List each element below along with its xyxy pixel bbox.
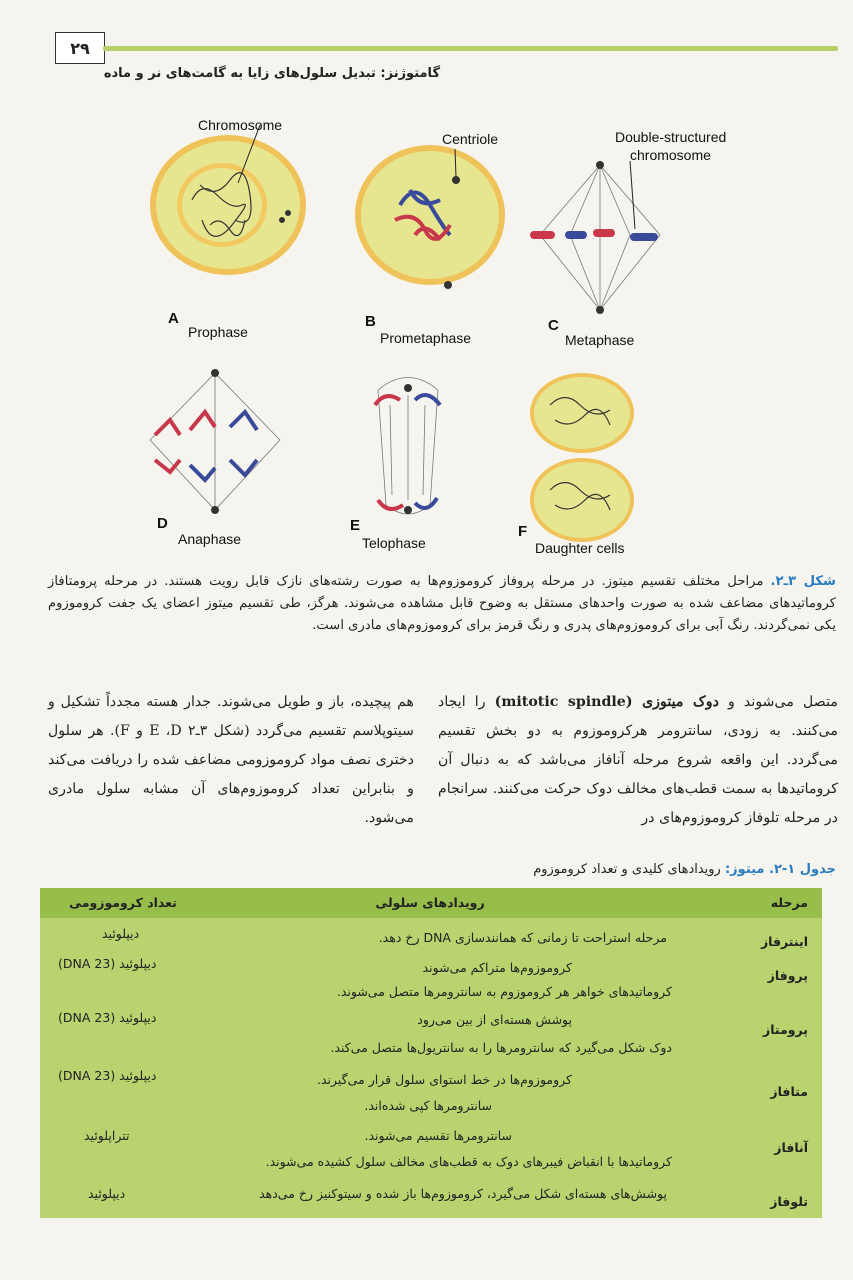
metaphase-cell bbox=[530, 161, 660, 314]
panel-letter-a: A bbox=[168, 310, 179, 327]
event-telophase-1: پوشش‌های هسته‌ای شکل می‌گیرد، کروموزوم‌ها باز شده و سیتوکنیز رخ می‌دهد bbox=[259, 1186, 667, 1201]
event-anaphase-2: کروماتیدها با انقباض فیبرهای دوک به قطب‌های مخالف سلول کشیده می‌شوند. bbox=[265, 1154, 672, 1169]
panel-name-anaphase: Anaphase bbox=[178, 531, 242, 547]
event-anaphase-1: سانترومرها تقسیم می‌شوند. bbox=[364, 1128, 512, 1143]
running-head: گامتوژنز: تبدیل سلول‌های زایا به گامت‌های نر و ماده bbox=[103, 66, 440, 81]
header-count: تعداد کروموزومی bbox=[69, 895, 177, 910]
anaphase-cell bbox=[150, 369, 280, 514]
centriole-label: Centriole bbox=[442, 131, 499, 147]
header-events: رویدادهای سلولی bbox=[375, 895, 485, 910]
event-prometaphase-2: دوک شکل می‌گیرد که سانترومرها را به سانتریول‌ها متصل می‌کند. bbox=[330, 1040, 672, 1055]
event-metaphase-2: سانترومرها کپی شده‌اند. bbox=[364, 1098, 492, 1113]
header-stage: مرحله bbox=[770, 895, 808, 910]
stage-interphase: اینترفاز bbox=[760, 934, 808, 949]
count-interphase: دیپلوئید bbox=[102, 926, 140, 941]
table-header bbox=[40, 888, 822, 918]
caption-label: شکل ۳ـ۲. bbox=[770, 574, 837, 589]
stage-metaphase: متافاز bbox=[770, 1084, 808, 1099]
count-prometaphase: دیپلوئید (23 DNA) bbox=[58, 1010, 157, 1025]
body-column-right bbox=[438, 688, 838, 833]
panel-letter-b: B bbox=[365, 313, 376, 330]
panel-name-telophase: Telophase bbox=[362, 535, 426, 551]
caption-text: مراحل مختلف تقسیم میتوز. در مرحله پروفاز کروموزوم‌ها به صورت رشته‌های نازک قابل رویت هستند. در مرحله پرومتافاز کروماتیدهای مضاعف شده به صورت واحدهای مستقل به وضوح قابل مشاهده می‌شوند. هرگز، طی تقسیم میتوز اعضای یک جفت کروموزوم یکی نمی‌گردند. رنگ آبی برای کروموزوم‌های پدری و رنگ قرمز برای کروموزوم‌های مادری است. bbox=[48, 574, 836, 633]
mitotic-spindle-term: دوک میتوزی (mitotic spindle) bbox=[494, 694, 719, 710]
daughter-cells bbox=[530, 373, 634, 542]
count-telophase: دیپلوئید bbox=[88, 1186, 126, 1201]
event-prophase-1: کروموزوم‌ها متراکم می‌شوند bbox=[422, 960, 572, 975]
panel-letter-f: F bbox=[518, 523, 528, 540]
panel-letter-c: C bbox=[548, 317, 559, 334]
event-prophase-2: کروماتیدهای خواهر هر کروموزوم به سانترومرها متصل می‌شوند. bbox=[336, 984, 672, 999]
count-metaphase: دیپلوئید (23 DNA) bbox=[58, 1068, 157, 1083]
telophase-cell bbox=[375, 378, 440, 515]
panel-letter-e: E bbox=[350, 517, 361, 534]
panel-name-prometaphase: Prometaphase bbox=[380, 330, 472, 346]
event-prometaphase-1: پوشش هسته‌ای از بین می‌رود bbox=[417, 1012, 572, 1027]
figure-caption bbox=[48, 571, 836, 637]
panel-letter-d: D bbox=[157, 515, 168, 532]
panel-name-daughter-cells: Daughter cells bbox=[535, 540, 625, 556]
panel-name-prophase: Prophase bbox=[188, 324, 248, 340]
table-caption-text: رویدادهای کلیدی و تعداد کروموزوم bbox=[533, 862, 725, 877]
count-prophase: دیپلوئید (23 DNA) bbox=[58, 956, 157, 971]
table-caption bbox=[440, 862, 836, 877]
body-right-pre: متصل می‌شوند و bbox=[718, 694, 838, 710]
mitosis-table bbox=[40, 888, 822, 1218]
prophase-cell bbox=[150, 125, 306, 275]
mitosis-figure bbox=[130, 105, 727, 565]
panel-name-metaphase: Metaphase bbox=[565, 332, 635, 348]
count-anaphase: تتراپلوئید bbox=[84, 1128, 130, 1143]
event-interphase-1: مرحله استراحت تا زمانی که همانندسازی DNA رخ دهد. bbox=[378, 930, 667, 945]
double-structured-label-2: chromosome bbox=[630, 147, 711, 163]
stage-prophase: پروفاز bbox=[767, 968, 808, 983]
event-metaphase-1: کروموزوم‌ها در خط استوای سلول قرار می‌گیرند. bbox=[317, 1072, 572, 1087]
prometaphase-cell bbox=[355, 145, 505, 289]
stage-prometaphase: پرومتاز bbox=[763, 1022, 808, 1037]
header-rule bbox=[103, 46, 838, 51]
body-column-left: هم پیچیده، باز و طویل می‌شوند. جدار هسته مجدداً تشکیل و سیتوپلاسم تقسیم می‌گردد (شکل ۳ـ۲ E ،D و F). هر سلول دختری نصف مواد کروموزومی مضاعف شده را دریافت می‌کند و بنابراین تعداد کروموزوم‌های آن مشابه سلول مادری می‌شود. bbox=[48, 694, 414, 826]
body-right-post: را ایجاد می‌کنند. به زودی، سانترومر هرکروموزوم به دو بخش تقسیم می‌گردد. این واقعه شروع مرحله آنافاز می‌باشد که به دنبال آن کروماتیدها به سمت قطب‌های مخالف دوک حرکت می‌کنند. سرانجام در مرحله تلوفاز کروموزوم‌های در bbox=[438, 694, 838, 826]
table-caption-label: جدول ۱-۲. میتوز: bbox=[724, 862, 836, 877]
double-structured-label: Double-structured bbox=[615, 129, 727, 145]
stage-telophase: تلوفاز bbox=[770, 1194, 808, 1209]
chromosome-label: Chromosome bbox=[198, 117, 283, 133]
page-number: ۲۹ bbox=[55, 32, 105, 64]
stage-anaphase: آنافاز bbox=[774, 1140, 808, 1155]
